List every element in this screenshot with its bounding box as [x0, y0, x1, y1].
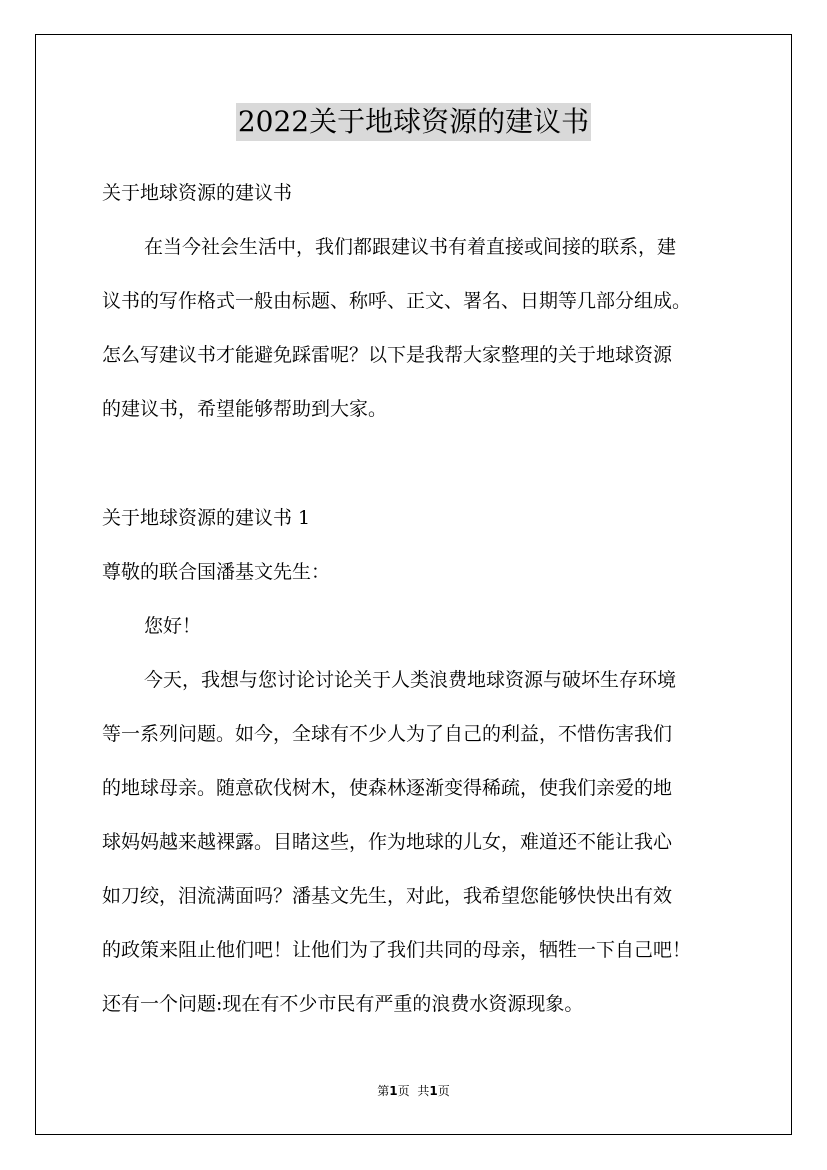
intro-line: 议书的写作格式一般由标题、称呼、正文、署名、日期等几部分组成。 — [102, 290, 692, 312]
footer-total-suffix: 页 — [437, 1084, 450, 1098]
document-title: 2022关于地球资源的建议书 — [236, 103, 591, 141]
body-line: 今天，我想与您讨论讨论关于人类浪费地球资源与破坏生存环境 — [144, 669, 677, 691]
intro-line: 的建议书，希望能够帮助到大家。 — [102, 398, 388, 420]
subtitle: 关于地球资源的建议书 — [102, 182, 293, 204]
salutation: 尊敬的联合国潘基文先生： — [102, 561, 331, 583]
body-line: 还有一个问题:现在有不少市民有严重的浪费水资源现象。 — [102, 993, 584, 1015]
body-line: 的地球母亲。随意砍伐树木，使森林逐渐变得稀疏，使我们亲爱的地 — [102, 777, 673, 799]
section-title: 关于地球资源的建议书 1 — [102, 507, 311, 529]
body-line: 球妈妈越来越裸露。目睹这些，作为地球的儿女，难道还不能让我心 — [102, 831, 673, 853]
body-line: 如刀绞，泪流满面吗？潘基文先生，对此，我希望您能够快快出有效 — [102, 885, 673, 907]
footer-page-suffix: 页 — [397, 1084, 410, 1098]
body-line: 等一系列问题。如今，全球有不少人为了自己的利益，不惜伤害我们 — [102, 723, 673, 745]
body-line: 的政策来阻止他们吧！让他们为了我们共同的母亲，牺牲一下自己吧！ — [102, 939, 692, 961]
footer-total-number: 1 — [429, 1084, 438, 1098]
title-container — [0, 103, 827, 141]
intro-line: 怎么写建议书才能避免踩雷呢？以下是我帮大家整理的关于地球资源 — [102, 344, 673, 366]
footer-page-prefix: 第 — [377, 1084, 390, 1098]
intro-line: 在当今社会生活中，我们都跟建议书有着直接或间接的联系，建 — [144, 236, 677, 258]
page-footer — [0, 1083, 827, 1099]
footer-page-number: 1 — [389, 1084, 398, 1098]
footer-total-prefix: 共 — [417, 1084, 430, 1098]
greeting: 您好！ — [144, 615, 202, 637]
